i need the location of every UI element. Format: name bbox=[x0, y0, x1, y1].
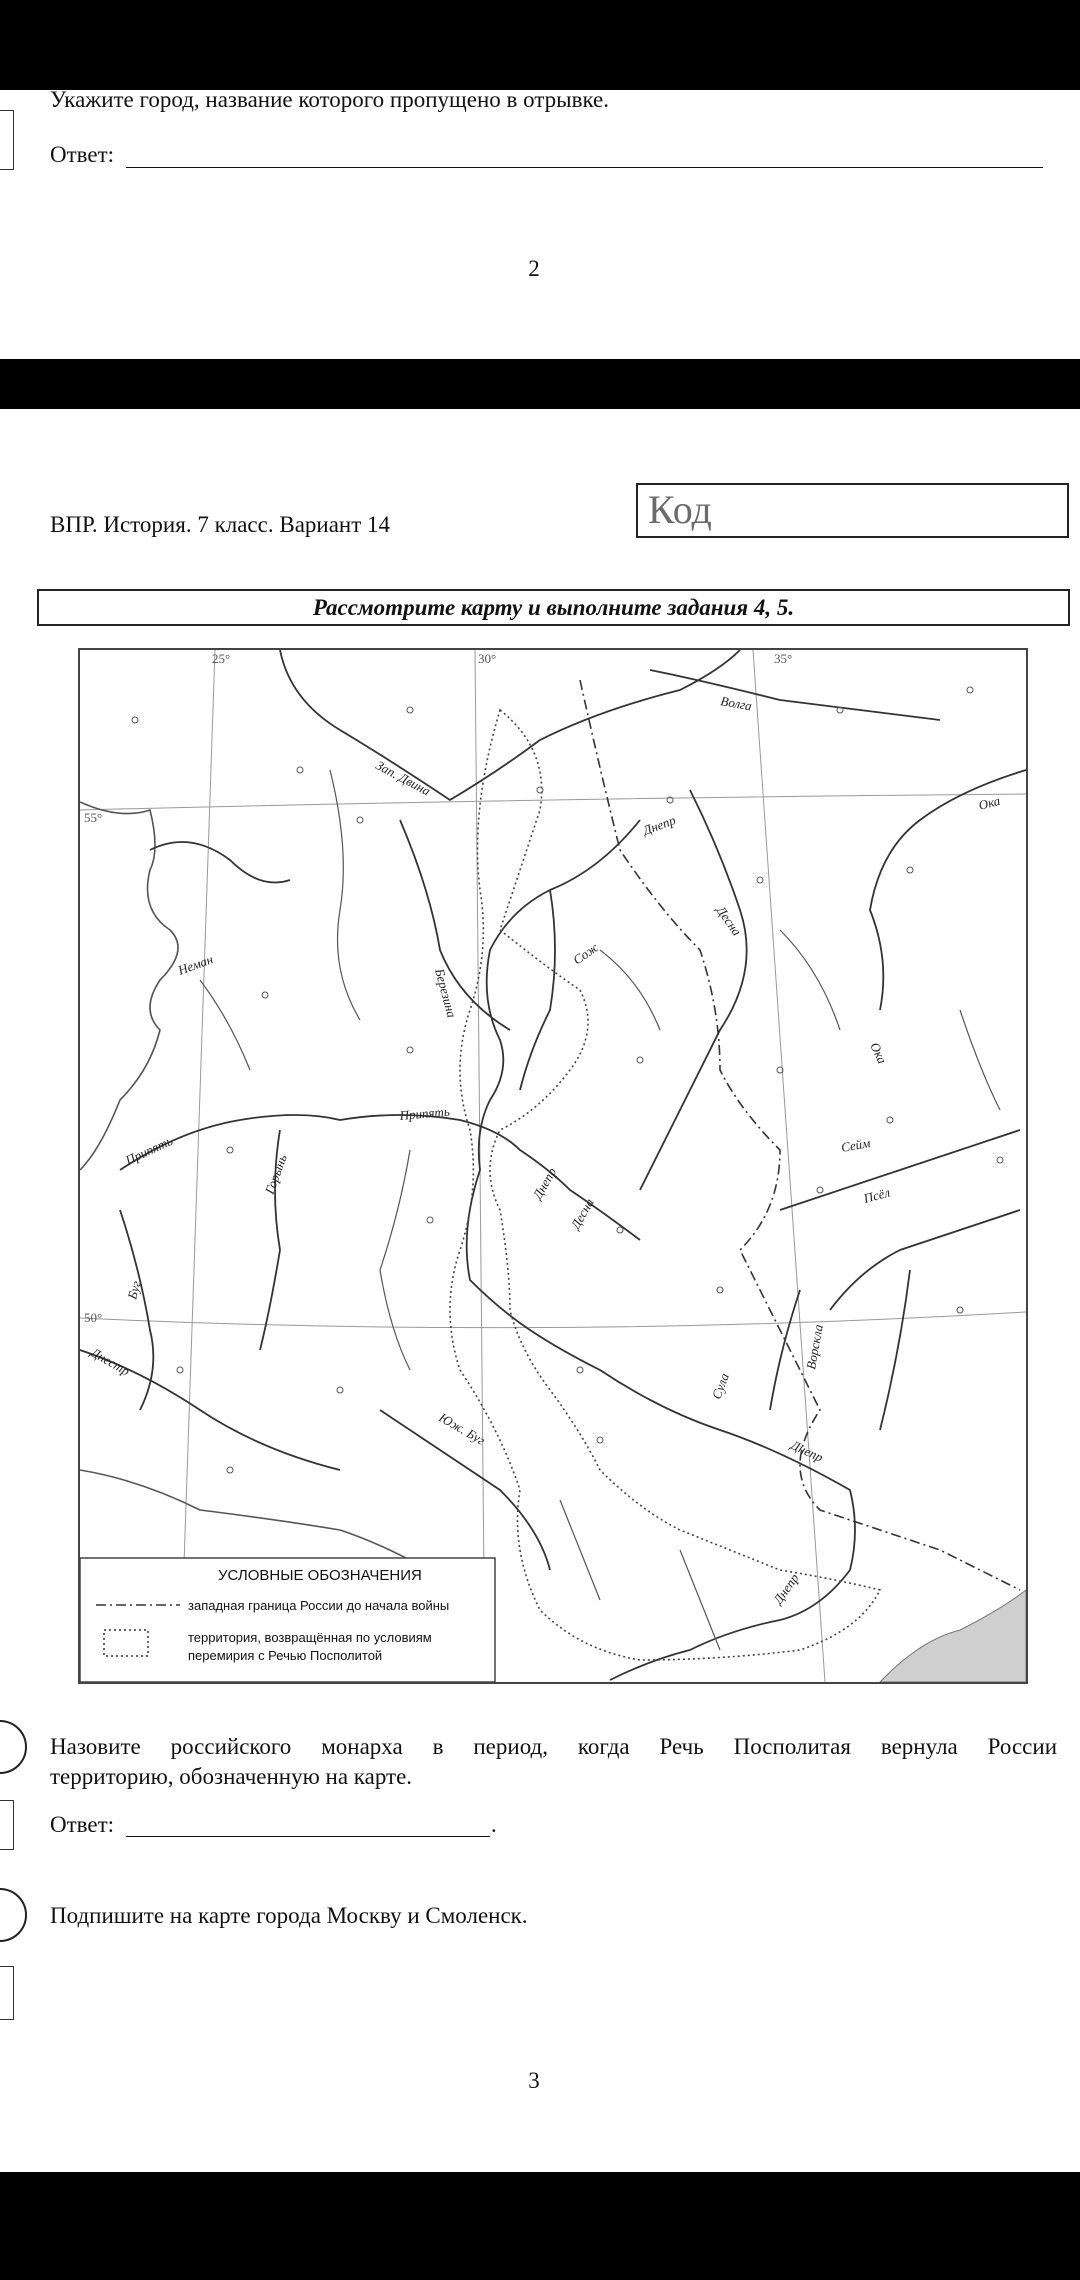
legend-item-border: западная граница России до начала войны bbox=[188, 1598, 450, 1613]
legend-item-territory-1: территория, возвращённая по условиям bbox=[188, 1630, 432, 1645]
question-text-prev: Укажите город, название которого пропущено в отрывке. bbox=[50, 87, 610, 112]
label-pripyat-west: Припять bbox=[122, 1132, 175, 1168]
label-oka: Ока bbox=[976, 792, 1002, 813]
label-sozh: Сож bbox=[570, 939, 601, 968]
question-4-line-1: Назовите российского монарха в период, когда Речь Посполитая вернула России bbox=[50, 1734, 1057, 1759]
label-berezina: Березина bbox=[432, 966, 460, 1020]
sea bbox=[880, 1590, 1026, 1682]
river-seym bbox=[780, 1130, 1020, 1210]
parallel-label-55: 55° bbox=[84, 810, 103, 825]
label-desna-north: Десна bbox=[713, 903, 745, 939]
question-5: Подпишите на карте города Москву и Смоленск. bbox=[50, 1903, 528, 1928]
task-banner: Рассмотрите карту и выполните задания 4, 5. bbox=[37, 589, 1070, 626]
label-dnestr: Днестр bbox=[88, 1344, 133, 1379]
parallel-50 bbox=[80, 1312, 1026, 1328]
label-pripyat-east: Припять bbox=[398, 1103, 451, 1123]
label-gorun: Горынь bbox=[261, 1152, 290, 1197]
meridian-label-30: 30° bbox=[478, 651, 497, 666]
label-seym: Сейм bbox=[839, 1135, 872, 1155]
top-black-bar bbox=[0, 0, 1080, 90]
page-number-2: 2 bbox=[528, 256, 540, 281]
code-box[interactable]: Код bbox=[636, 483, 1069, 538]
meridian-label-35: 35° bbox=[774, 651, 793, 666]
river-oka bbox=[870, 770, 1026, 1010]
page-separator-bar bbox=[0, 359, 1080, 409]
label-zap-dvina: Зап. Двина bbox=[373, 757, 434, 799]
river-neman bbox=[150, 842, 290, 883]
meridian-35 bbox=[753, 650, 825, 1682]
legend-item-territory-2: перемирия с Речью Посполитой bbox=[188, 1648, 383, 1663]
label-vorskla: Ворскла bbox=[803, 1323, 826, 1371]
historical-map bbox=[78, 648, 1028, 1684]
meridian-label-25: 25° bbox=[212, 651, 231, 666]
question-4 bbox=[50, 1732, 1057, 1792]
label-dnepr-south: Днепр bbox=[788, 1437, 826, 1465]
score-box-top bbox=[0, 110, 14, 170]
parallel-label-50: 50° bbox=[84, 1310, 103, 1325]
answer-label-4: Ответ: bbox=[50, 1812, 115, 1837]
meridian-25 bbox=[180, 650, 215, 1682]
river-psel bbox=[830, 1210, 1020, 1310]
label-dnepr-lower: Днепр bbox=[770, 1570, 802, 1607]
river-sozh bbox=[520, 890, 555, 1090]
task-number-circle-5 bbox=[0, 1888, 27, 1942]
answer-label-prev: Ответ: bbox=[50, 142, 115, 167]
answer-end-4: . bbox=[491, 1812, 497, 1837]
page-number-3: 3 bbox=[528, 2068, 540, 2093]
river-vorskla bbox=[880, 1270, 910, 1430]
label-psel: Псёл bbox=[861, 1184, 892, 1206]
river-zap-dvina bbox=[280, 650, 740, 800]
label-dnepr-mid: Днепр bbox=[529, 1164, 560, 1202]
west-border bbox=[80, 802, 178, 1170]
answer-line-prev[interactable] bbox=[126, 167, 1043, 168]
score-box-4 bbox=[0, 1800, 14, 1850]
label-volga: Волга bbox=[719, 693, 753, 714]
label-dnepr-north: Днепр bbox=[640, 812, 678, 838]
label-desna-south: Десна bbox=[567, 1195, 597, 1232]
score-box-5 bbox=[0, 1966, 14, 2020]
label-neman: Неман bbox=[175, 951, 215, 978]
label-bug: Буг bbox=[124, 1279, 144, 1301]
label-oka-south: Ока bbox=[867, 1039, 891, 1066]
river-desna bbox=[640, 790, 747, 1190]
question-4-line-2: территорию, обозначенную на карте. bbox=[50, 1764, 413, 1789]
task-number-circle-4 bbox=[0, 1720, 27, 1774]
page-header: ВПР. История. 7 класс. Вариант 14 bbox=[50, 512, 391, 537]
label-sula: Сула bbox=[708, 1371, 732, 1402]
legend-title: УСЛОВНЫЕ ОБОЗНАЧЕНИЯ bbox=[218, 1567, 422, 1584]
river-sula bbox=[770, 1290, 800, 1410]
map-legend bbox=[80, 1558, 495, 1682]
parallel-55 bbox=[80, 794, 1026, 810]
bottom-black-bar bbox=[0, 2172, 1080, 2280]
river-pripyat bbox=[120, 1115, 640, 1240]
returned-territory bbox=[450, 710, 880, 1660]
river-volga bbox=[650, 670, 940, 720]
answer-line-4[interactable] bbox=[126, 1836, 490, 1837]
label-yuzh-bug: Юж. Буг bbox=[436, 1409, 488, 1448]
